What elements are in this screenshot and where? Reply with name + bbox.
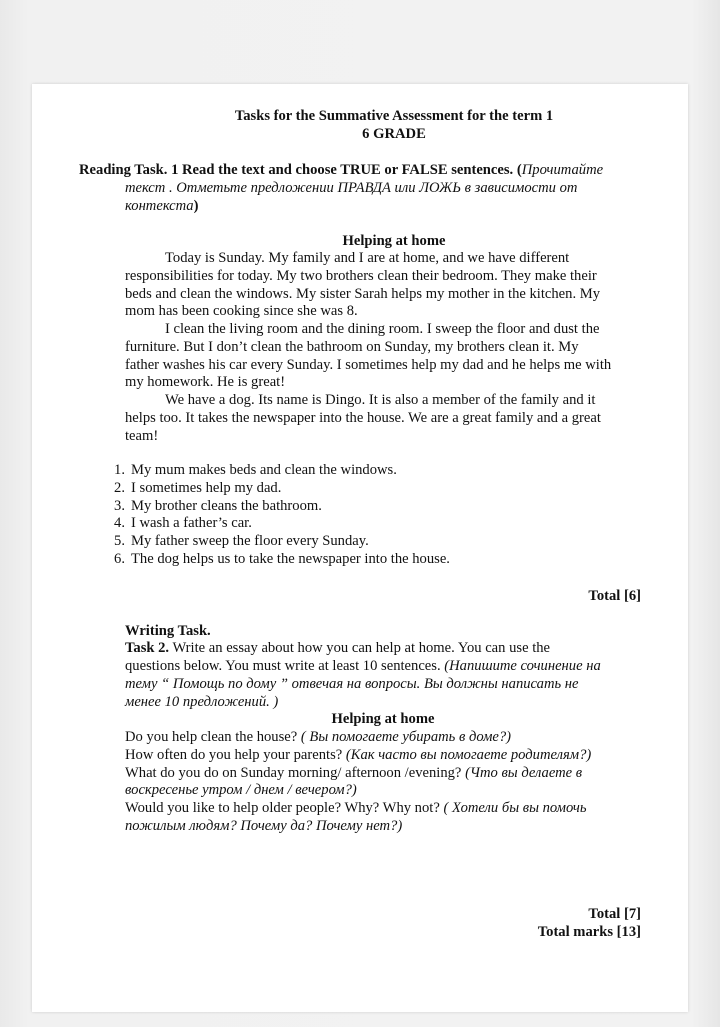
list-item: 3. My brother cleans the bathroom. bbox=[114, 497, 322, 514]
essay-question: What do you do on Sunday morning/ afternoon /evening? (Что вы делаете в bbox=[125, 765, 583, 781]
text-line: father washes his car every Sunday. I sometimes help my dad and he helps me with bbox=[125, 357, 612, 373]
text-line: mom has been cooking since she was 8. bbox=[125, 303, 358, 319]
essay-question-continuation: пожилым людям? Почему да? Почему нет?) bbox=[125, 818, 403, 834]
text-line: We have a dog. Its name is Dingo. It is also a member of the family and it bbox=[165, 392, 596, 408]
reading-instruction-ru-3: контекста bbox=[125, 198, 194, 214]
text-line: team! bbox=[125, 428, 159, 444]
reading-instruction-ru-2: текст . Отметьте предложении ПРАВДА или ЛОЖЬ в зависимости от bbox=[125, 180, 578, 196]
text-line: helps too. It takes the newspaper into the house. We are a great family and a great bbox=[125, 410, 601, 426]
total-marks: Total marks [13] bbox=[537, 924, 641, 940]
writing-task-heading: Writing Task. bbox=[125, 623, 211, 639]
writing-task-line-3: тему “ Помощь по дому ” отвечая на вопросы. Вы должны написать не bbox=[125, 676, 579, 692]
text-line: furniture. But I don’t clean the bathroom on Sunday, my brothers clean it. My bbox=[125, 339, 579, 355]
list-item: 1. My mum makes beds and clean the windows. bbox=[114, 462, 397, 478]
essay-title: Helping at home bbox=[331, 711, 435, 727]
essay-question: How often do you help your parents? (Как часто вы помогаете родителям?) bbox=[125, 747, 592, 763]
reading-task-instruction: Reading Task. 1 Read the text and choose TRUE or FALSE sentences. (Прочитайте bbox=[79, 162, 604, 178]
list-item: 4. I wash a father’s car. bbox=[114, 515, 252, 532]
writing-task-line-4: менее 10 предложений. ) bbox=[125, 694, 279, 710]
document-body bbox=[32, 84, 688, 1012]
writing-task-line-1: Task 2. Write an essay about how you can help at home. You can use the bbox=[125, 640, 551, 656]
list-item: 6. The dog helps us to take the newspaper into the house. bbox=[114, 550, 450, 567]
writing-task-line-2: questions below. You must write at least 10 sentences. (Напишите сочинение на bbox=[125, 658, 601, 674]
true-false-list bbox=[107, 462, 450, 569]
reading-text-title: Helping at home bbox=[342, 233, 446, 249]
essay-question-continuation: воскресенье утром / днем / вечером?) bbox=[125, 782, 357, 798]
grade-label: 6 GRADE bbox=[362, 126, 426, 142]
document-page bbox=[32, 84, 688, 1012]
essay-question: Would you like to help older people? Why? Why not? ( Хотели бы вы помочь bbox=[125, 800, 587, 816]
text-line: responsibilities for today. My two brothers clean their bedroom. They make their bbox=[125, 268, 597, 284]
text-line: beds and clean the windows. My sister Sarah helps my mother in the kitchen. My bbox=[125, 286, 601, 302]
reading-task-label: Reading Task. 1 Read the text and choose TRUE or FALSE sentences. bbox=[79, 162, 514, 178]
reading-instruction-ru-1: Прочитайте bbox=[521, 162, 604, 178]
document-title: Tasks for the Summative Assessment for the term 1 bbox=[234, 108, 554, 124]
writing-task-label: Task 2. bbox=[125, 640, 170, 656]
text-line: I clean the living room and the dining room. I sweep the floor and dust the bbox=[165, 321, 600, 337]
text-line: my homework. He is great! bbox=[125, 374, 286, 390]
reading-instruction-ru-3-line: контекста) bbox=[125, 198, 199, 214]
list-item: 2. I sometimes help my dad. bbox=[114, 479, 282, 496]
essay-question: Do you help clean the house? ( Вы помогаете убирать в доме?) bbox=[125, 729, 512, 745]
text-line: Today is Sunday. My family and I are at home, and we have different bbox=[165, 250, 570, 266]
reading-total: Total [6] bbox=[588, 588, 641, 604]
list-item: 5. My father sweep the floor every Sunday. bbox=[114, 533, 369, 550]
writing-total: Total [7] bbox=[588, 906, 641, 922]
